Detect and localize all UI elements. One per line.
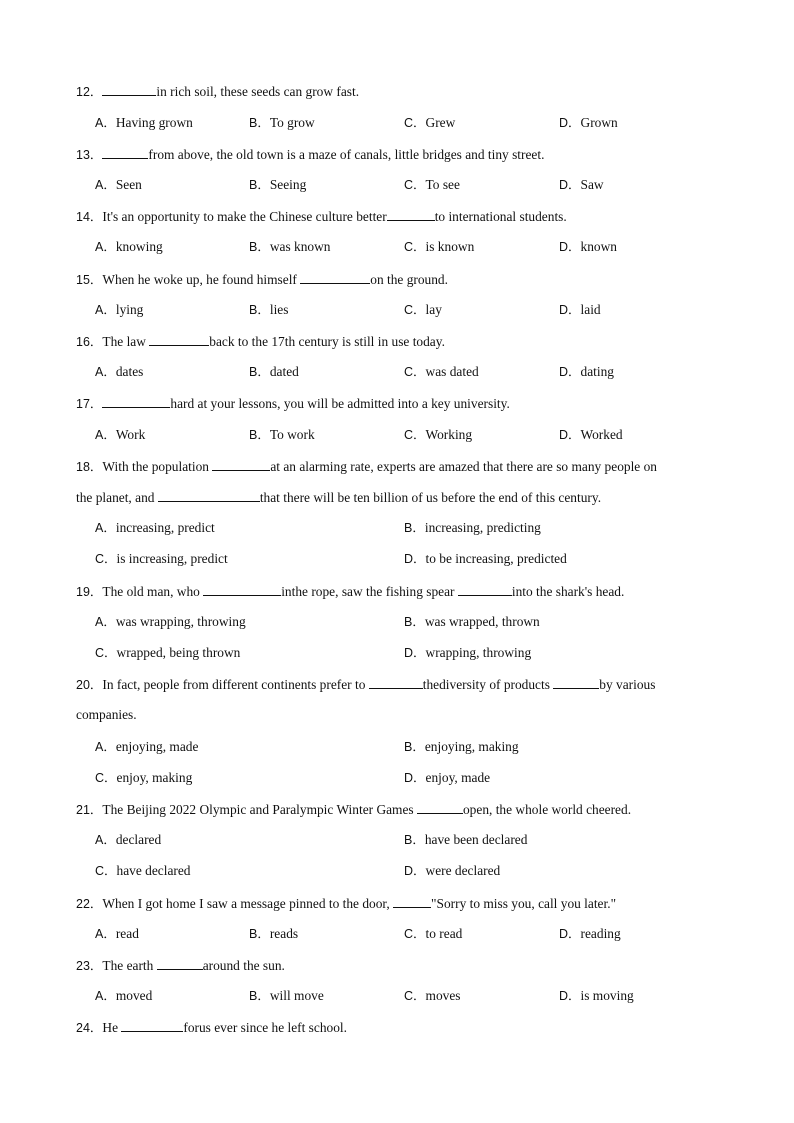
question-13 [76,145,724,164]
option-d: D．Grown [559,115,618,130]
option-c: C．Grew [404,115,456,130]
question-number: 24． [76,1021,103,1035]
question-text-end: on the ground. [370,272,448,287]
question-number: 22． [76,897,103,911]
option-b: B．Seeing [249,177,307,192]
option-b: B．reads [249,926,299,941]
answer-blank [417,800,463,814]
answer-blank-2 [553,675,599,689]
question-text: The earth [102,958,157,973]
question-16 [76,332,724,351]
question-text: When I got home I saw a message pinned to the door, [102,896,394,911]
option-b: B．dated [249,364,299,379]
option-c: C．moves [404,988,461,1003]
option-a: A．declared [95,832,162,847]
option-c: C．is known [404,239,475,254]
option-d: D．dating [559,364,615,379]
option-b: B．enjoying, making [404,739,519,754]
question-text-end: into the shark's head. [511,584,625,599]
question-number: 21． [76,803,103,817]
question-text: When he woke up, he found himself [102,272,301,287]
question-text: He [102,1020,122,1035]
question-number: 15． [76,273,103,287]
option-a: A．knowing [95,239,163,254]
question-text: The law [102,334,150,349]
question-text-end: forus ever since he left school. [183,1020,347,1035]
question-text: companies. [76,707,137,722]
question-text: in rich soil, these seeds can grow fast. [156,84,360,99]
answer-blank [102,394,170,408]
option-a: A．enjoying, made [95,739,199,754]
question-number: 19． [76,585,103,599]
question-text: It's an opportunity to make the Chinese culture better [102,209,387,224]
option-c: C．to read [404,926,463,941]
question-24 [76,1018,724,1037]
answer-blank [387,207,435,221]
question-19 [76,582,724,601]
question-number: 14． [76,210,103,224]
question-number: 13． [76,148,103,162]
option-a: A．Having grown [95,115,193,130]
option-b: B．increasing, predicting [404,520,541,535]
question-number: 23． [76,959,103,973]
question-text: from above, the old town is a maze of canals, little bridges and tiny street. [148,147,545,162]
option-c: C．lay [404,302,442,317]
option-d: D．to be increasing, predicted [404,551,567,566]
question-text: hard at your lessons, you will be admitted into a key university. [170,396,510,411]
question-22 [76,894,724,913]
answer-blank [212,457,270,471]
option-a: A．moved [95,988,153,1003]
question-18-line-2 [76,488,724,507]
option-c: C．wrapped, being thrown [95,645,241,660]
option-c: C．enjoy, making [95,770,193,785]
question-text-mid: inthe rope, saw the fishing spear [281,584,458,599]
option-d: D．Worked [559,427,623,442]
question-20-line-2 [76,706,724,724]
question-text: In fact, people from different continents prefer to [102,677,369,692]
option-b: B．have been declared [404,832,528,847]
option-d: D．known [559,239,617,254]
answer-blank [393,894,431,908]
question-number: 16． [76,335,103,349]
option-b: B．will move [249,988,324,1003]
option-a: A．was wrapping, throwing [95,614,246,629]
option-a: A．Work [95,427,146,442]
question-15 [76,270,724,289]
question-text-end: to international students. [434,209,567,224]
option-a: A．read [95,926,139,941]
question-text: the planet, and [76,490,158,505]
question-text-end: around the sun. [202,958,285,973]
question-text-end: at an alarming rate, experts are amazed that there are so many people on [270,459,657,474]
option-b: B．lies [249,302,289,317]
question-23 [76,956,724,975]
option-a: A．lying [95,302,144,317]
option-d: D．were declared [404,863,501,878]
question-text: With the population [102,459,213,474]
option-c: C．have declared [95,863,191,878]
option-b: B．was wrapped, thrown [404,614,540,629]
question-text: The old man, who [102,584,204,599]
question-12 [76,82,724,101]
question-21 [76,800,724,819]
option-b: B．To grow [249,115,315,130]
option-b: B．To work [249,427,315,442]
question-number: 17． [76,397,103,411]
answer-blank-2 [458,582,512,596]
option-b: B．was known [249,239,331,254]
option-a: A．increasing, predict [95,520,215,535]
option-d: D．enjoy, made [404,770,491,785]
question-text-end: open, the whole world cheered. [462,802,632,817]
question-text-end: "Sorry to miss you, call you later." [431,896,617,911]
answer-blank [369,675,423,689]
answer-blank [300,270,370,284]
option-d: D．reading [559,926,621,941]
option-d: D．Saw [559,177,604,192]
option-a: A．Seen [95,177,142,192]
option-c: C．Working [404,427,473,442]
option-a: A．dates [95,364,144,379]
answer-blank [203,582,281,596]
option-c: C．was dated [404,364,479,379]
question-number: 12． [76,85,103,99]
option-c: C．To see [404,177,460,192]
question-text-end: back to the 17th century is still in use today. [209,334,445,349]
question-number: 20． [76,678,103,692]
question-text-mid: thediversity of products [422,677,554,692]
option-d: D．wrapping, throwing [404,645,532,660]
question-20 [76,675,724,694]
answer-blank [149,332,209,346]
question-text-end: that there will be ten billion of us before the end of this century. [259,490,602,505]
answer-blank [121,1018,183,1032]
question-14 [76,207,724,226]
answer-blank [158,488,260,502]
answer-blank [102,145,148,159]
option-d: D．laid [559,302,601,317]
option-d: D．is moving [559,988,634,1003]
question-text-end: by various [599,677,656,692]
question-17 [76,394,724,413]
option-c: C．is increasing, predict [95,551,228,566]
answer-blank [102,82,156,96]
answer-blank [157,956,203,970]
question-text: The Beijing 2022 Olympic and Paralympic Winter Games [102,802,417,817]
question-number: 18． [76,460,103,474]
question-18 [76,457,724,476]
